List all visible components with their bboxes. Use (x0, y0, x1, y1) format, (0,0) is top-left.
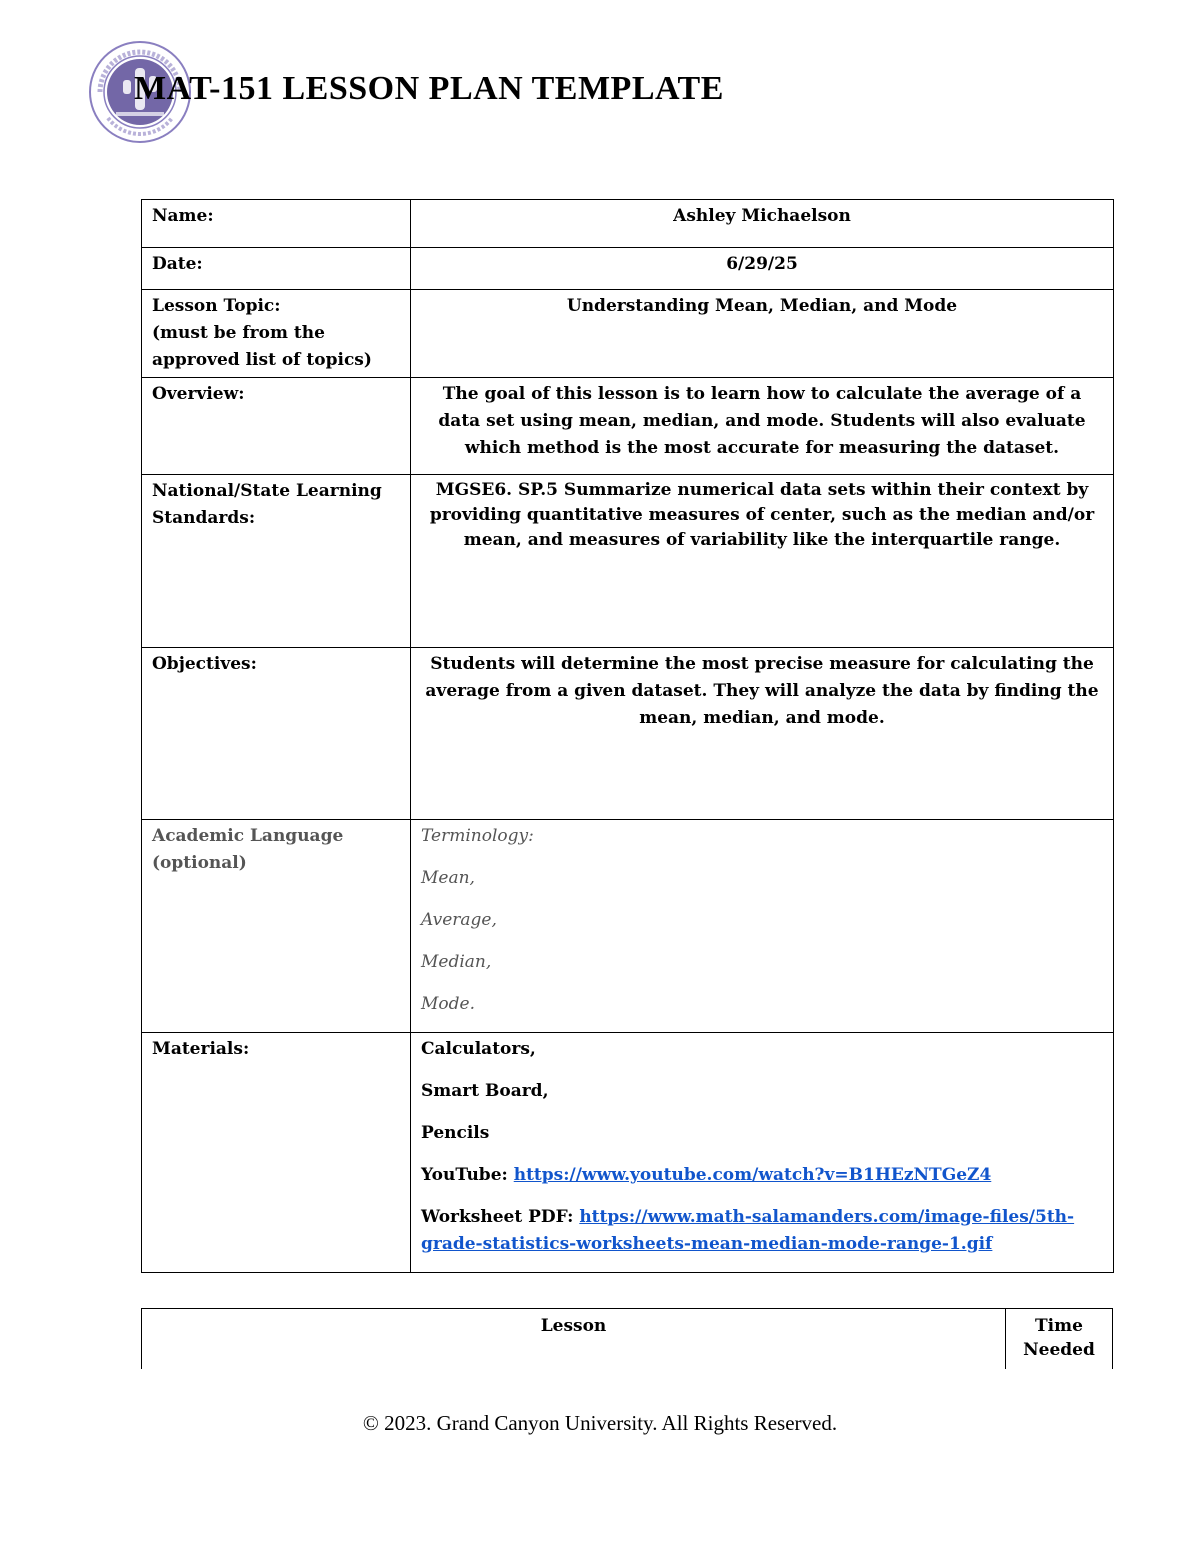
date-value: 6/29/25 (411, 248, 1114, 290)
standards-label (142, 475, 411, 648)
topic-label-line: Lesson Topic: (152, 296, 281, 316)
term-item: Median, (421, 952, 492, 972)
objectives-label: Objectives: (142, 648, 411, 820)
term-item: Mean, (421, 868, 475, 888)
lesson-table (141, 1308, 1113, 1369)
table-row (142, 248, 1114, 290)
topic-value: Understanding Mean, Median, and Mode (411, 290, 1114, 378)
worksheet-material (421, 1204, 1103, 1258)
academic-language-label-line: Academic Language (152, 826, 344, 846)
topic-label (142, 290, 411, 378)
time-needed-line: Time (1035, 1316, 1083, 1336)
overview-value: The goal of this lesson is to learn how to calculate the average of a data set using mean, median, and mode. Students will also evaluate which method is the most accurate for measuring the dataset. (411, 378, 1114, 475)
academic-language-label (142, 820, 411, 1033)
standards-label-line: National/State Learning (152, 481, 382, 501)
table-row (142, 290, 1114, 378)
table-row (142, 820, 1114, 1033)
academic-language-terms (411, 820, 1114, 1033)
overview-label: Overview: (142, 378, 411, 475)
date-label: Date: (142, 248, 411, 290)
table-row (142, 378, 1114, 475)
table-row (142, 1309, 1113, 1370)
materials-label: Materials: (142, 1033, 411, 1273)
document-title: MAT-151 LESSON PLAN TEMPLATE (134, 70, 724, 107)
lesson-plan-table (141, 199, 1114, 1273)
objectives-value: Students will determine the most precise measure for calculating the average from a given dataset. They will analyze the data by finding the mean, median, and mode. (411, 648, 1114, 820)
academic-language-label-line: (optional) (152, 853, 247, 873)
material-item: Smart Board, (421, 1081, 549, 1101)
youtube-label: YouTube: (421, 1165, 508, 1185)
materials-list (411, 1033, 1114, 1273)
worksheet-link[interactable]: https://www.math-salamanders.com/image-files/5th-grade-statistics-worksheets-mean-median-mode-range-1.gif (421, 1207, 1075, 1254)
table-row (142, 1033, 1114, 1273)
material-item: Pencils (421, 1123, 490, 1143)
time-needed-line: Needed (1023, 1340, 1095, 1360)
standards-label-line: Standards: (152, 508, 256, 528)
youtube-link[interactable]: https://www.youtube.com/watch?v=B1HEzNTGeZ4 (513, 1165, 992, 1185)
topic-label-line: approved list of topics) (152, 350, 372, 370)
term-item: Average, (421, 910, 497, 930)
lesson-header: Lesson (142, 1309, 1006, 1370)
copyright-footer: © 2023. Grand Canyon University. All Rights Reserved. (362, 1411, 838, 1435)
terminology-heading: Terminology: (421, 826, 534, 846)
table-row (142, 475, 1114, 648)
table-row (142, 648, 1114, 820)
topic-label-line: (must be from the (152, 323, 325, 343)
material-item: Calculators, (421, 1039, 536, 1059)
table-row (142, 200, 1114, 248)
youtube-material (421, 1162, 1103, 1189)
name-label: Name: (142, 200, 411, 248)
time-needed-header (1006, 1309, 1113, 1370)
term-item: Mode. (421, 994, 475, 1014)
standards-value: MGSE6. SP.5 Summarize numerical data sets within their context by providing quantitative measures of center, such as the median and/or mean, and measures of variability like the interquartile range. (411, 475, 1114, 648)
worksheet-label: Worksheet PDF: (421, 1207, 574, 1227)
name-value: Ashley Michaelson (411, 200, 1114, 248)
